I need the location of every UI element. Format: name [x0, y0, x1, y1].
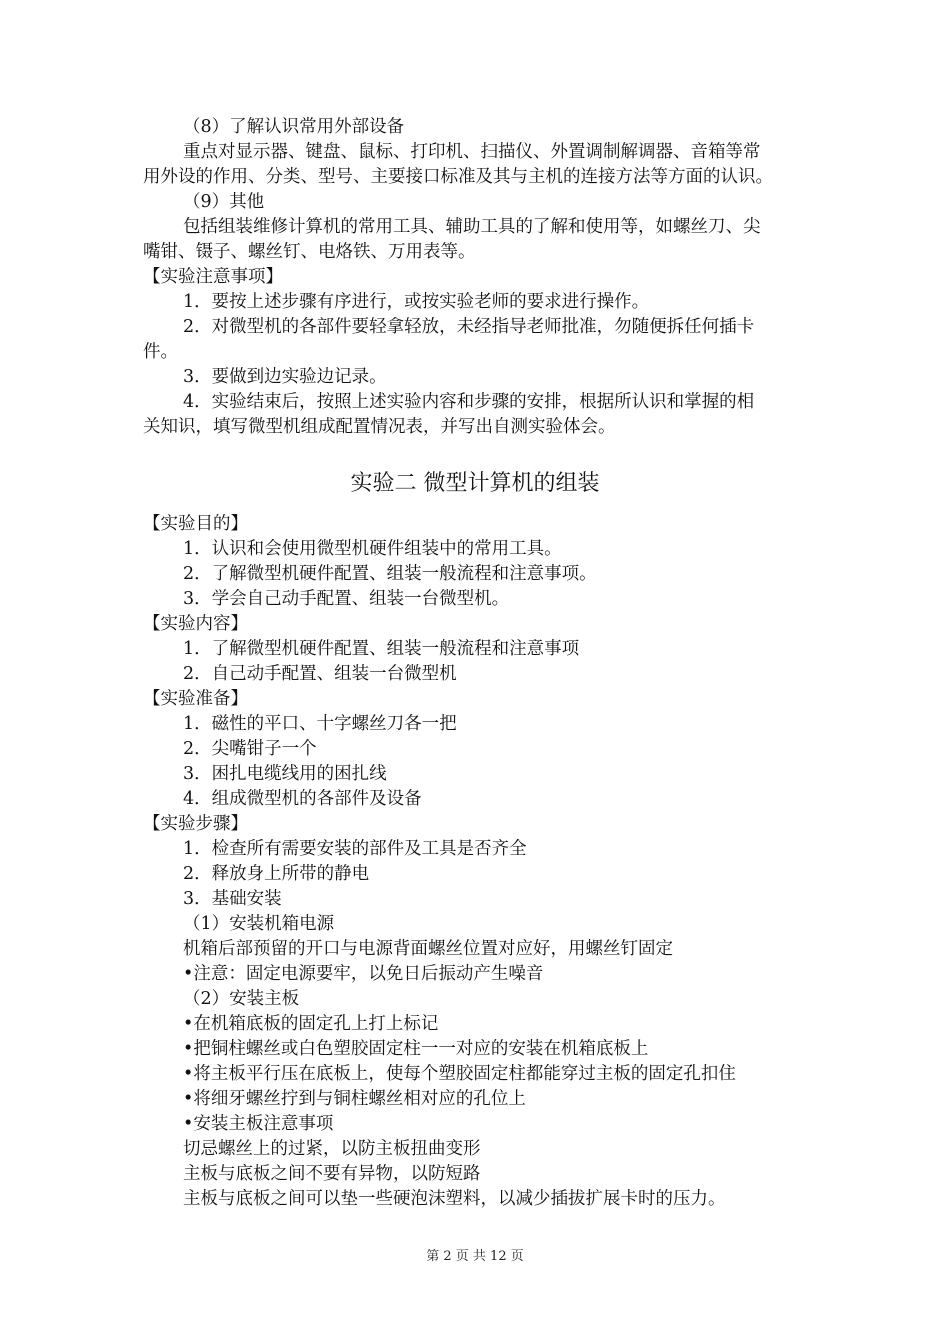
list-item: 2．尖嘴钳子一个 — [183, 739, 317, 759]
page-footer: 第 2 页 共 12 页 — [426, 1249, 524, 1264]
subheading-peripherals: （8）了解认识常用外部设备 — [183, 117, 405, 137]
list-item: 3．基础安装 — [183, 889, 282, 909]
list-item: 2．自己动手配置、组装一台微型机 — [183, 664, 457, 684]
list-item: 2．了解微型机硬件配置、组装一般流程和注意事项。 — [183, 564, 597, 584]
sub-step: （2）安装主板 — [183, 989, 300, 1009]
section-label-purpose: 【实验目的】 — [143, 514, 248, 534]
paragraph-line: 主板与底板之间可以垫一些硬泡沫塑料，以减少插拔扩展卡时的压力。 — [183, 1189, 726, 1209]
bullet-item: •把铜柱螺丝或白色塑胶固定柱一一对应的安装在机箱底板上 — [183, 1039, 649, 1059]
paragraph-line: 嘴钳、镊子、螺丝钉、电烙铁、万用表等。 — [143, 242, 476, 262]
list-item: 2．对微型机的各部件要轻拿轻放，未经指导老师批准，勿随便拆任何插卡 — [183, 317, 755, 337]
paragraph-line: 重点对显示器、键盘、鼠标、打印机、扫描仪、外置调制解调器、音箱等常 — [183, 142, 761, 162]
list-item: 4．实验结束后，按照上述实验内容和步骤的安排，根据所认识和掌握的相 — [183, 392, 755, 412]
section-label-content: 【实验内容】 — [143, 614, 248, 634]
section-label-preparation: 【实验准备】 — [143, 689, 248, 709]
list-item: 3．要做到边实验边记录。 — [183, 367, 387, 387]
list-item: 2．释放身上所带的静电 — [183, 864, 370, 884]
paragraph-line: 用外设的作用、分类、型号、主要接口标准及其与主机的连接方法等方面的认识。 — [143, 167, 773, 187]
section-title: 实验二 微型计算机的组装 — [350, 471, 600, 496]
sub-step: （1）安装机箱电源 — [183, 914, 335, 934]
list-item: 1．检查所有需要安装的部件及工具是否齐全 — [183, 839, 527, 859]
paragraph-line: 主板与底板之间不要有异物，以防短路 — [183, 1164, 481, 1184]
bullet-item: •安装主板注意事项 — [183, 1114, 334, 1134]
paragraph-line: 切忌螺丝上的过紧，以防主板扭曲变形 — [183, 1139, 481, 1159]
section-label-notes: 【实验注意事项】 — [143, 267, 283, 287]
list-item: 1．认识和会使用微型机硬件组装中的常用工具。 — [183, 539, 562, 559]
paragraph-line: 包括组装维修计算机的常用工具、辅助工具的了解和使用等，如螺丝刀、尖 — [183, 217, 761, 237]
list-item: 1．了解微型机硬件配置、组装一般流程和注意事项 — [183, 639, 580, 659]
list-item: 4．组成微型机的各部件及设备 — [183, 789, 422, 809]
list-item-continuation: 件。 — [143, 342, 178, 362]
subheading-other: （9）其他 — [183, 192, 265, 212]
paragraph-line: 机箱后部预留的开口与电源背面螺丝位置对应好，用螺丝钉固定 — [183, 939, 673, 959]
list-item: 3．困扎电缆线用的困扎线 — [183, 764, 387, 784]
list-item-continuation: 关知识，填写微型机组成配置情况表，并写出自测实验体会。 — [143, 417, 616, 437]
bullet-item: •注意：固定电源要牢，以免日后振动产生噪音 — [183, 964, 544, 984]
list-item: 3．学会自己动手配置、组装一台微型机。 — [183, 589, 510, 609]
list-item: 1．要按上述步骤有序进行，或按实验老师的要求进行操作。 — [183, 292, 650, 312]
section-label-steps: 【实验步骤】 — [143, 814, 248, 834]
bullet-item: •将细牙螺丝拧到与铜柱螺丝相对应的孔位上 — [183, 1089, 526, 1109]
list-item: 1．磁性的平口、十字螺丝刀各一把 — [183, 714, 457, 734]
bullet-item: •在机箱底板的固定孔上打上标记 — [183, 1014, 439, 1034]
bullet-item: •将主板平行压在底板上，使每个塑胶固定柱都能穿过主板的固定孔扣住 — [183, 1064, 736, 1084]
